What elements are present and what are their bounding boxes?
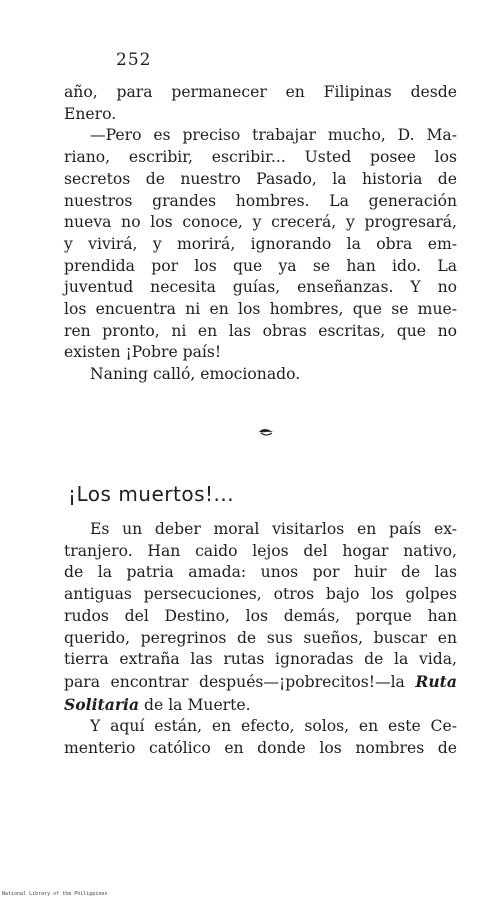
text-line: juventud necesita guías, enseñanzas. Y no	[64, 278, 457, 297]
text-line: nuestros grandes hombres. La generación	[64, 191, 457, 210]
text-line: —Pero es preciso trabajar mucho, D. Ma-	[90, 126, 457, 145]
text-line	[64, 671, 457, 694]
text-line: riano, escribir, escribir... Usted posee los	[64, 148, 457, 167]
text-line: Y aquí están, en efecto, solos, en este Ce-	[90, 717, 457, 736]
text-line: querido, peregrinos de sus sueños, buscar en	[64, 628, 457, 647]
paragraph-1	[64, 82, 457, 386]
ornament-icon	[258, 427, 274, 437]
text-line: tranjero. Han caido lejos del hogar nativo,	[64, 541, 457, 560]
page-number: 252	[116, 50, 152, 70]
text-line: menterio católico en donde los nombres de	[64, 739, 457, 758]
text-fragment: de la Muerte.	[144, 695, 251, 714]
text-line: prendida por los que ya se han ido. La	[64, 256, 457, 275]
paragraph-2	[64, 519, 457, 760]
italic-phrase-part: Ruta	[415, 671, 457, 691]
text-line: Enero.	[64, 104, 117, 123]
text-line: año, para permanecer en Filipinas desde	[64, 83, 457, 101]
text-line: Es un deber moral visitarlos en país ex-	[90, 520, 457, 538]
text-line: existen ¡Pobre país!	[64, 343, 222, 362]
text-line: los encuentra ni en los hombres, que se mue-	[64, 300, 457, 319]
text-line	[64, 694, 457, 717]
section-title: ¡Los muertos!...	[68, 482, 235, 506]
text-line: antiguas persecuciones, otros bajo los golpes	[64, 585, 457, 604]
footer-text: National Library of the Philippines	[2, 891, 108, 897]
text-line: secretos de nuestro Pasado, la historia de	[64, 169, 457, 188]
text-line: Naning calló, emocionado.	[90, 365, 301, 384]
text-fragment: para encontrar después—¡pobrecitos!—la	[64, 672, 405, 691]
text-line: y vivirá, y morirá, ignorando la obra em-	[64, 234, 457, 253]
text-line: de la patria amada: unos por huir de las	[64, 563, 457, 582]
text-line: ren pronto, ni en las obras escritas, que no	[64, 321, 457, 340]
text-line: nueva no los conoce, y crecerá, y progresará,	[64, 213, 457, 232]
text-line: rudos del Destino, los demás, porque han	[64, 606, 457, 625]
italic-phrase-part: Solitaria	[64, 694, 140, 714]
text-line: tierra extraña las rutas ignoradas de la vida,	[64, 650, 457, 669]
